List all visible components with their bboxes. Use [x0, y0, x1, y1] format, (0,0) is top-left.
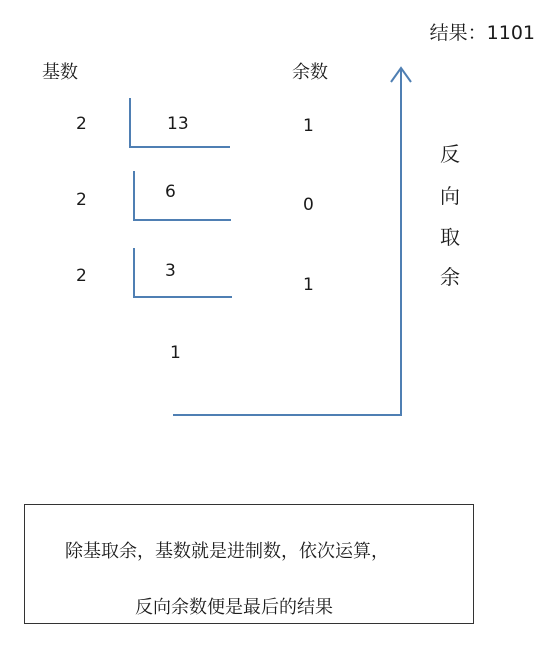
- row2-remainder: 0: [303, 195, 314, 215]
- row1-remainder: 1: [303, 116, 314, 136]
- row1-base: 2: [76, 114, 87, 134]
- row2-base: 2: [76, 190, 87, 210]
- side-label-char-3: 取: [440, 225, 460, 249]
- result-text: 结果：1101: [429, 22, 535, 44]
- header-base: 基数: [42, 62, 78, 83]
- row2-dividend: 6: [165, 182, 176, 202]
- row1-dividend: 13: [167, 114, 189, 134]
- note-line-2: 反向余数便是最后的结果: [135, 597, 333, 618]
- final-quotient: 1: [170, 343, 181, 363]
- header-remainder: 余数: [292, 62, 328, 83]
- arrow-path: [173, 70, 401, 415]
- note-box: [24, 504, 474, 624]
- side-label-char-1: 反: [440, 142, 460, 166]
- row3-base: 2: [76, 266, 87, 286]
- row3-dividend: 3: [165, 261, 176, 281]
- note-line-1: 除基取余，基数就是进制数，依次运算，: [65, 541, 389, 562]
- row3-remainder: 1: [303, 275, 314, 295]
- side-label-char-2: 向: [440, 184, 460, 208]
- side-label-char-4: 余: [440, 265, 460, 289]
